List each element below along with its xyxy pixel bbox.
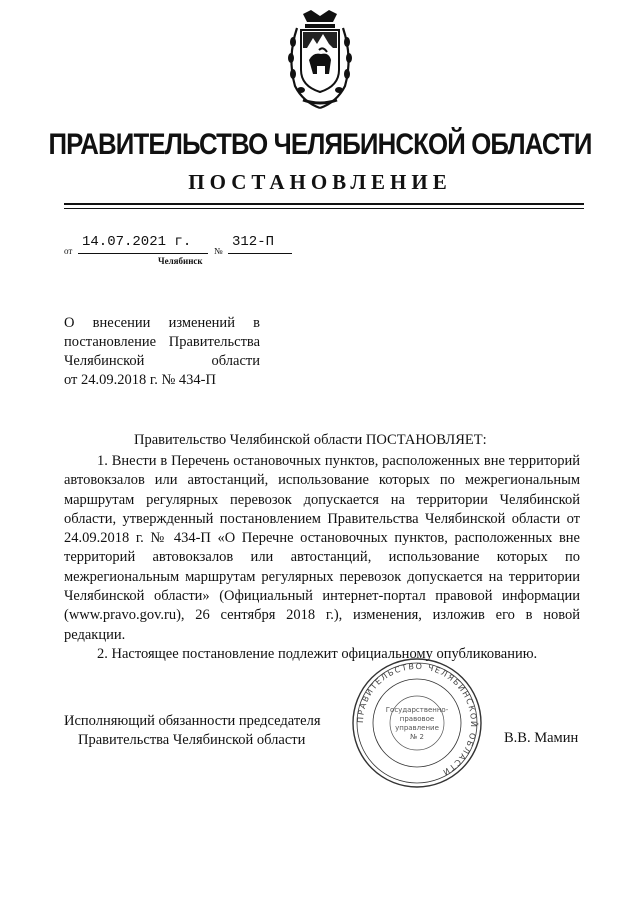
resolution-body <box>64 452 580 664</box>
from-label: от <box>64 246 73 256</box>
document-type: ПОСТАНОВЛЕНИЕ <box>188 170 452 194</box>
number-sign: № <box>214 246 223 256</box>
number-underline <box>228 253 292 254</box>
resolution-intro: Правительство Челябинской области ПОСТАНОВЛЯЕТ: <box>134 432 487 448</box>
header-rule <box>64 203 584 205</box>
coat-of-arms-icon <box>283 8 357 112</box>
government-title: ПРАВИТЕЛЬСТВО ЧЕЛЯБИНСКОЙ ОБЛАСТИ <box>48 128 592 161</box>
signatory-position <box>64 712 324 750</box>
svg-text:правовое: правовое <box>399 715 435 723</box>
svg-text:№ 2: № 2 <box>410 733 424 741</box>
official-seal-stamp <box>350 656 484 790</box>
resolution-paragraph: 2. Настоящее постановление подлежит официальному опубликованию. <box>97 645 538 662</box>
subject-line: постановление Правительства <box>64 334 260 350</box>
document-city: Челябинск <box>158 256 203 266</box>
subject-line: О внесении изменений в <box>64 315 260 331</box>
date-number-row <box>64 232 304 266</box>
document-date: 14.07.2021 г. <box>82 234 192 250</box>
resolution-paragraph: 1. Внести в Перечень остановочных пунктов, расположенных вне территорий автовокзалов или автостанций, использование которых по межрегиональным маршрутам регулярных перевозок допускается на территории Челябинской области, утвержденный постановлением Правительства Челябинской области от 24.09.2018 г. № 434-П «О Перечне остановочных пунктов, расположенных вне территорий автовокзалов или автостанций, использование которых по межрегиональным маршрутам регулярных перевозок допускается на территории Челябинской области» (Официальный интернет-портал правовой информации (www.pravo.gov.ru), 26 сентября 2018 г.), изменения, изложив его в новой редакции. <box>64 453 580 643</box>
subject-line: Челябинской области <box>64 353 260 369</box>
document-subject <box>64 314 260 390</box>
svg-text:ПРАВИТЕЛЬСТВО ЧЕЛЯБИНСКОЙ ОБЛА: ПРАВИТЕЛЬСТВО ЧЕЛЯБИНСКОЙ ОБЛАСТИ <box>355 661 479 778</box>
header-rule-thin <box>64 208 584 209</box>
signatory-name: В.В. Мамин <box>504 730 579 746</box>
position-line: Исполняющий обязанности председателя <box>64 713 321 729</box>
document-number: 312-П <box>232 234 275 250</box>
date-underline <box>78 253 208 254</box>
svg-text:управление: управление <box>395 724 439 732</box>
position-line: Правительства Челябинской области <box>78 732 306 748</box>
subject-line: от 24.09.2018 г. № 434-П <box>64 372 216 388</box>
svg-text:Государственно-: Государственно- <box>385 706 449 714</box>
